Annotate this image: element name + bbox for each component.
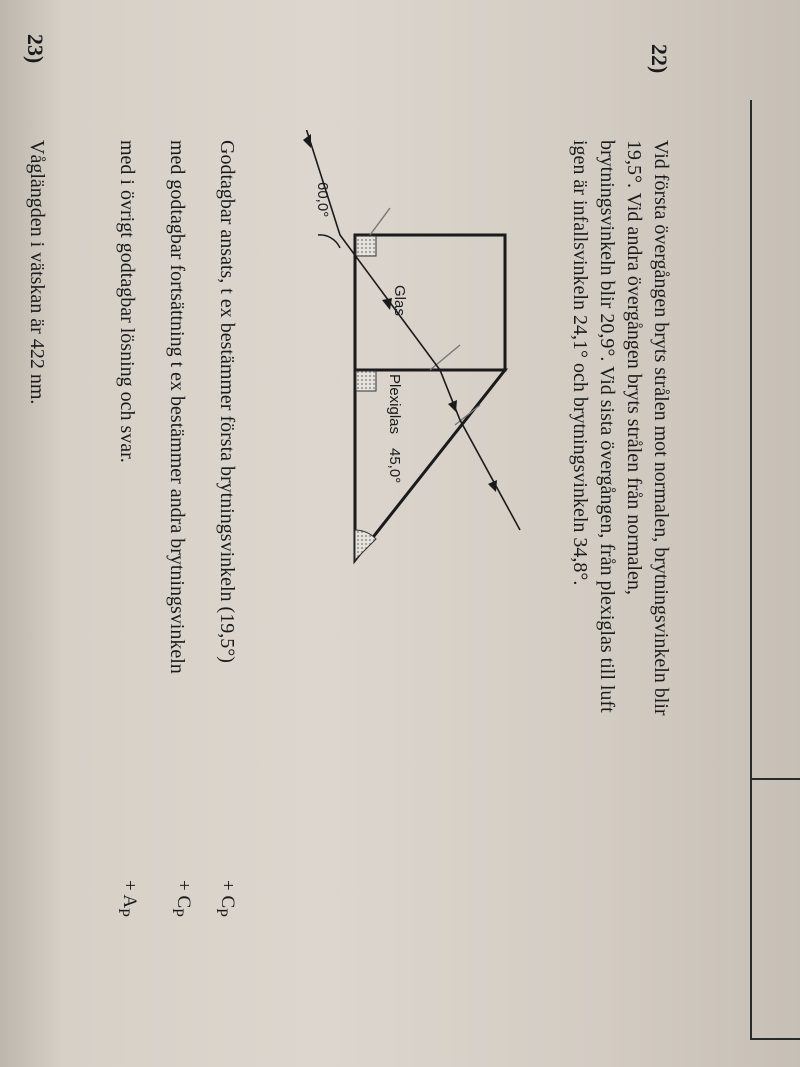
criterion-1-points-sub: P — [213, 908, 231, 917]
q22-statement-line-2: 19,5°. Vid andra övergången bryts strålen från normalen, — [623, 140, 645, 595]
criterion-3-text: med i övrigt godtagbar lösning och svar. — [116, 140, 138, 463]
criterion-2-points — [168, 880, 194, 917]
q22-statement-line-3: brytningsvinkeln blir 20,9°. Vid sista övergången, från plexiglas till luft — [596, 140, 618, 713]
question-number-23: 23) — [23, 34, 48, 64]
angle-label-45: 45,0° — [386, 448, 403, 484]
table-border-right — [750, 778, 800, 780]
criterion-3-points-sub: P — [115, 908, 133, 917]
plexiglas-prism — [355, 370, 505, 560]
q22-statement-line-1: Vid första övergången bryts strålen mot normalen, brytningsvinkeln blir — [650, 140, 672, 716]
angle-arc-60 — [318, 235, 340, 248]
angle-label-60: 60,0° — [314, 182, 331, 218]
normal-line-1 — [370, 208, 390, 235]
angle-wedge-45 — [355, 530, 376, 560]
table-border-top — [750, 100, 752, 1040]
light-ray — [305, 130, 520, 530]
criterion-3-points — [114, 880, 140, 917]
table-border-right-2 — [750, 1038, 800, 1040]
right-angle-marker-middle — [356, 371, 376, 391]
label-glass: Glas — [391, 285, 408, 316]
ray-arrow-4 — [488, 480, 497, 492]
criterion-1-points-label: + C — [217, 880, 238, 909]
criterion-2-points-sub: P — [169, 908, 187, 917]
question-number-22: 22) — [647, 44, 672, 74]
criterion-3-points-label: + A — [119, 880, 140, 909]
label-plexiglas: Plexiglas — [386, 374, 403, 435]
criterion-2-text: med godtagbar fortsättning t ex bestämmer andra brytningsvinkeln — [166, 140, 188, 674]
right-angle-marker-left — [356, 236, 376, 256]
q22-statement-line-4: igen är infallsvinkeln 24,1° och brytningsvinkeln 34,8°. — [569, 140, 591, 586]
criterion-1-points — [212, 880, 238, 917]
q23-statement: Våglängden i vätskan är 422 nm. — [26, 140, 48, 405]
prism-diagram — [300, 130, 540, 580]
ray-arrow-1 — [303, 134, 311, 148]
criterion-2-points-label: + C — [173, 880, 194, 909]
criterion-1-text: Godtagbar ansats, t ex bestämmer första brytningsvinkeln (19,5°) — [216, 140, 238, 663]
glass-block — [355, 235, 505, 370]
normal-line-2 — [430, 345, 460, 370]
